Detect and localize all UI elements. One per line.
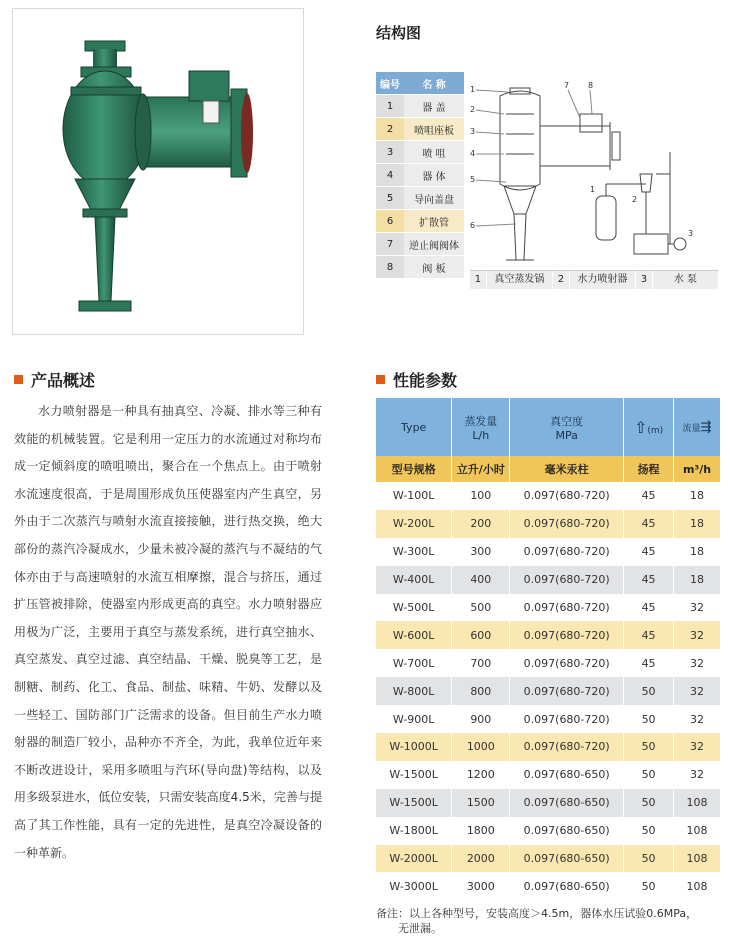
diagram-label: 2: [470, 105, 476, 114]
table-cell: W-500L: [376, 594, 452, 622]
unit-cell: 立升/小时: [452, 456, 510, 482]
table-cell: 50: [624, 733, 674, 761]
legend-no: 1: [470, 271, 487, 289]
table-cell: 45: [624, 566, 674, 594]
table-cell: 50: [624, 761, 674, 789]
part-no: 8: [376, 256, 404, 279]
parts-row: [376, 210, 464, 233]
table-cell: W-1000L: [376, 733, 452, 761]
header-vacuum-label: 真空度: [550, 414, 584, 428]
part-no: 1: [376, 95, 404, 118]
part-name: 器 体: [404, 164, 464, 187]
table-cell: 200: [452, 510, 510, 538]
unit-cell: m³/h: [674, 456, 721, 482]
table-row: [376, 566, 721, 594]
unit-cell: 型号规格: [376, 456, 452, 482]
table-row: [376, 510, 721, 538]
table-cell: W-600L: [376, 621, 452, 649]
header-evaporation: [452, 398, 510, 456]
diagram-label: 1: [470, 85, 476, 94]
overview-heading: [14, 368, 95, 391]
table-cell: 108: [674, 872, 721, 900]
header-head: [624, 398, 674, 456]
overview-title: 产品概述: [31, 371, 96, 390]
diagram-legend: [470, 270, 718, 289]
table-cell: W-1500L: [376, 789, 452, 817]
legend-no: 3: [636, 271, 653, 289]
table-row: [376, 789, 721, 817]
table-cell: 32: [674, 649, 721, 677]
table-cell: W-400L: [376, 566, 452, 594]
table-cell: 0.097(680-720): [510, 677, 624, 705]
performance-unit-row: [376, 456, 721, 482]
structure-diagram: [470, 74, 720, 270]
table-row: [376, 817, 721, 845]
table-cell: 32: [674, 621, 721, 649]
table-row: [376, 845, 721, 873]
table-cell: W-1800L: [376, 817, 452, 845]
performance-body: [376, 482, 721, 900]
table-cell: 18: [674, 566, 721, 594]
header-flow-label: 流量: [682, 423, 701, 434]
part-name: 器 盖: [404, 95, 464, 118]
table-cell: 50: [624, 845, 674, 873]
header-head-unit: (m): [647, 425, 664, 436]
table-cell: 700: [452, 649, 510, 677]
table-cell: 45: [624, 594, 674, 622]
table-row: [376, 677, 721, 705]
note-line: 备注：以上各种型号，安装高度＞4.5m，器体水压试验0.6MPa，: [376, 907, 698, 920]
table-cell: 50: [624, 872, 674, 900]
table-cell: 32: [674, 761, 721, 789]
performance-header-row: [376, 398, 721, 456]
parts-row: [376, 164, 464, 187]
table-row: [376, 733, 721, 761]
part-name: 导向盖盘: [404, 187, 464, 210]
part-name: 喷咀座板: [404, 118, 464, 141]
diagram-label: 2: [632, 195, 638, 204]
table-cell: 0.097(680-720): [510, 705, 624, 733]
performance-note: [376, 906, 726, 936]
diagram-label: 3: [470, 127, 476, 136]
table-cell: 0.097(680-720): [510, 510, 624, 538]
table-row: [376, 538, 721, 566]
part-name: 逆止阀阀体: [404, 233, 464, 256]
table-cell: 1200: [452, 761, 510, 789]
table-cell: 600: [452, 621, 510, 649]
performance-heading: [376, 368, 457, 391]
part-name: 阀 板: [404, 256, 464, 279]
table-cell: 32: [674, 733, 721, 761]
table-cell: 108: [674, 789, 721, 817]
table-cell: 32: [674, 677, 721, 705]
table-cell: 1000: [452, 733, 510, 761]
parts-table: [376, 72, 464, 279]
table-cell: 0.097(680-720): [510, 733, 624, 761]
table-row: [376, 761, 721, 789]
table-cell: 400: [452, 566, 510, 594]
table-cell: 50: [624, 817, 674, 845]
table-cell: 0.097(680-650): [510, 872, 624, 900]
parts-row: [376, 118, 464, 141]
table-cell: 0.097(680-650): [510, 845, 624, 873]
table-cell: 0.097(680-720): [510, 621, 624, 649]
table-row: [376, 621, 721, 649]
parts-row: [376, 233, 464, 256]
table-cell: W-900L: [376, 705, 452, 733]
legend-name: 水力喷射器: [570, 271, 636, 289]
note-line: 无泄漏。: [398, 922, 442, 935]
table-cell: 300: [452, 538, 510, 566]
diagram-label: 4: [470, 149, 476, 158]
product-photo: [12, 8, 304, 335]
table-cell: 800: [452, 677, 510, 705]
structure-title: 结构图: [376, 24, 422, 42]
part-no: 6: [376, 210, 404, 233]
table-cell: W-100L: [376, 482, 452, 510]
diagram-label: 7: [564, 81, 570, 90]
table-cell: W-2000L: [376, 845, 452, 873]
table-cell: 45: [624, 482, 674, 510]
table-cell: 50: [624, 789, 674, 817]
part-no: 2: [376, 118, 404, 141]
unit-cell: 毫米汞柱: [510, 456, 624, 482]
header-evaporation-unit: L/h: [472, 428, 490, 442]
table-cell: 100: [452, 482, 510, 510]
part-no: 7: [376, 233, 404, 256]
table-cell: 0.097(680-650): [510, 789, 624, 817]
table-cell: 18: [674, 482, 721, 510]
parts-header-no: 编号: [376, 72, 404, 95]
table-row: [376, 872, 721, 900]
table-cell: 50: [624, 705, 674, 733]
table-cell: 108: [674, 845, 721, 873]
diagram-label: 5: [470, 175, 476, 184]
heading-bullet-icon: [14, 375, 23, 384]
table-cell: 108: [674, 817, 721, 845]
table-cell: 3000: [452, 872, 510, 900]
overview-paragraph: 水力喷射器是一种具有抽真空、冷凝、排水等三种有效能的机械装置。它是利用一定压力的水流通过对称均布成一定倾斜度的喷咀喷出，聚合在一个焦点上。由于喷射水流速度很高，于是周围形成负压使器室内产生真空，另外由于二次蒸汽与喷射水流直接接触，进行热交换，绝大部份的蒸汽冷凝成水，少量未被冷凝的蒸汽与不凝结的气体亦由于与高速喷射的水流互相摩擦，混合与挤压，通过扩压管被排除，使器室内形成更高的真空。水力喷射器应用极为广泛，主要用于真空与蒸发系统，进行真空抽水、真空蒸发、真空过滤、真空结晶、干燥、脱臭等工艺，是制糖、制药、化工、食品、制盐、味精、牛奶、发酵以及一些轻工、国防部门广泛需求的设备。但目前生产水力喷射器的制造厂较小，品种亦不齐全，为此，我单位近年来不断改进设计，采用多喷咀与汽环(导向盘)等结构，以及用多级泵进水，低位安装，只需安装高度4.5米，完善与提高了其工作性能，具有一定的先进性，是真空冷凝设备的一种革新。: [14, 404, 322, 860]
table-cell: 0.097(680-720): [510, 566, 624, 594]
unit-cell: 扬程: [624, 456, 674, 482]
table-cell: 45: [624, 538, 674, 566]
table-cell: W-700L: [376, 649, 452, 677]
table-row: [376, 482, 721, 510]
table-cell: 1500: [452, 789, 510, 817]
table-cell: 18: [674, 538, 721, 566]
legend-name: 真空蒸发锅: [487, 271, 553, 289]
table-cell: 1800: [452, 817, 510, 845]
performance-title: 性能参数: [393, 371, 458, 390]
table-cell: 900: [452, 705, 510, 733]
table-cell: 0.097(680-720): [510, 649, 624, 677]
lift-arrow-icon: ⇧: [633, 417, 648, 437]
table-cell: 0.097(680-720): [510, 482, 624, 510]
part-name: 扩散管: [404, 210, 464, 233]
table-cell: 18: [674, 510, 721, 538]
header-vacuum: [510, 398, 624, 456]
legend-no: 2: [553, 271, 570, 289]
table-cell: W-300L: [376, 538, 452, 566]
table-cell: 32: [674, 594, 721, 622]
diagram-label: 6: [470, 221, 476, 230]
table-row: [376, 594, 721, 622]
header-evaporation-label: 蒸发量: [464, 414, 498, 428]
table-cell: 0.097(680-720): [510, 594, 624, 622]
table-cell: W-800L: [376, 677, 452, 705]
table-cell: 45: [624, 621, 674, 649]
table-cell: W-3000L: [376, 872, 452, 900]
flow-arrow-icon: ⇶: [700, 419, 712, 435]
table-cell: 32: [674, 705, 721, 733]
parts-row: [376, 95, 464, 118]
part-name: 喷 咀: [404, 141, 464, 164]
table-cell: 0.097(680-720): [510, 538, 624, 566]
table-cell: 0.097(680-650): [510, 761, 624, 789]
header-type: Type: [376, 398, 452, 456]
table-cell: 2000: [452, 845, 510, 873]
parts-row: [376, 187, 464, 210]
parts-header-name: 名 称: [404, 72, 464, 95]
diagram-label: 1: [590, 185, 596, 194]
table-cell: 45: [624, 649, 674, 677]
header-vacuum-unit: MPa: [555, 428, 578, 442]
parts-row: [376, 256, 464, 279]
part-no: 3: [376, 141, 404, 164]
table-cell: 500: [452, 594, 510, 622]
legend-name: 水 泵: [673, 274, 697, 285]
part-no: 4: [376, 164, 404, 187]
water-jet-ejector-illustration: [13, 9, 303, 334]
diagram-label: 8: [588, 81, 594, 90]
performance-table: [376, 398, 721, 900]
diagram-label: 3: [688, 229, 694, 238]
table-cell: W-200L: [376, 510, 452, 538]
header-flow: [674, 398, 721, 456]
table-row: [376, 649, 721, 677]
table-row: [376, 705, 721, 733]
table-cell: 50: [624, 677, 674, 705]
parts-header-row: [376, 72, 464, 95]
parts-row: [376, 141, 464, 164]
heading-bullet-icon: [376, 375, 385, 384]
table-cell: W-1500L: [376, 761, 452, 789]
part-no: 5: [376, 187, 404, 210]
table-cell: 45: [624, 510, 674, 538]
table-cell: 0.097(680-650): [510, 817, 624, 845]
